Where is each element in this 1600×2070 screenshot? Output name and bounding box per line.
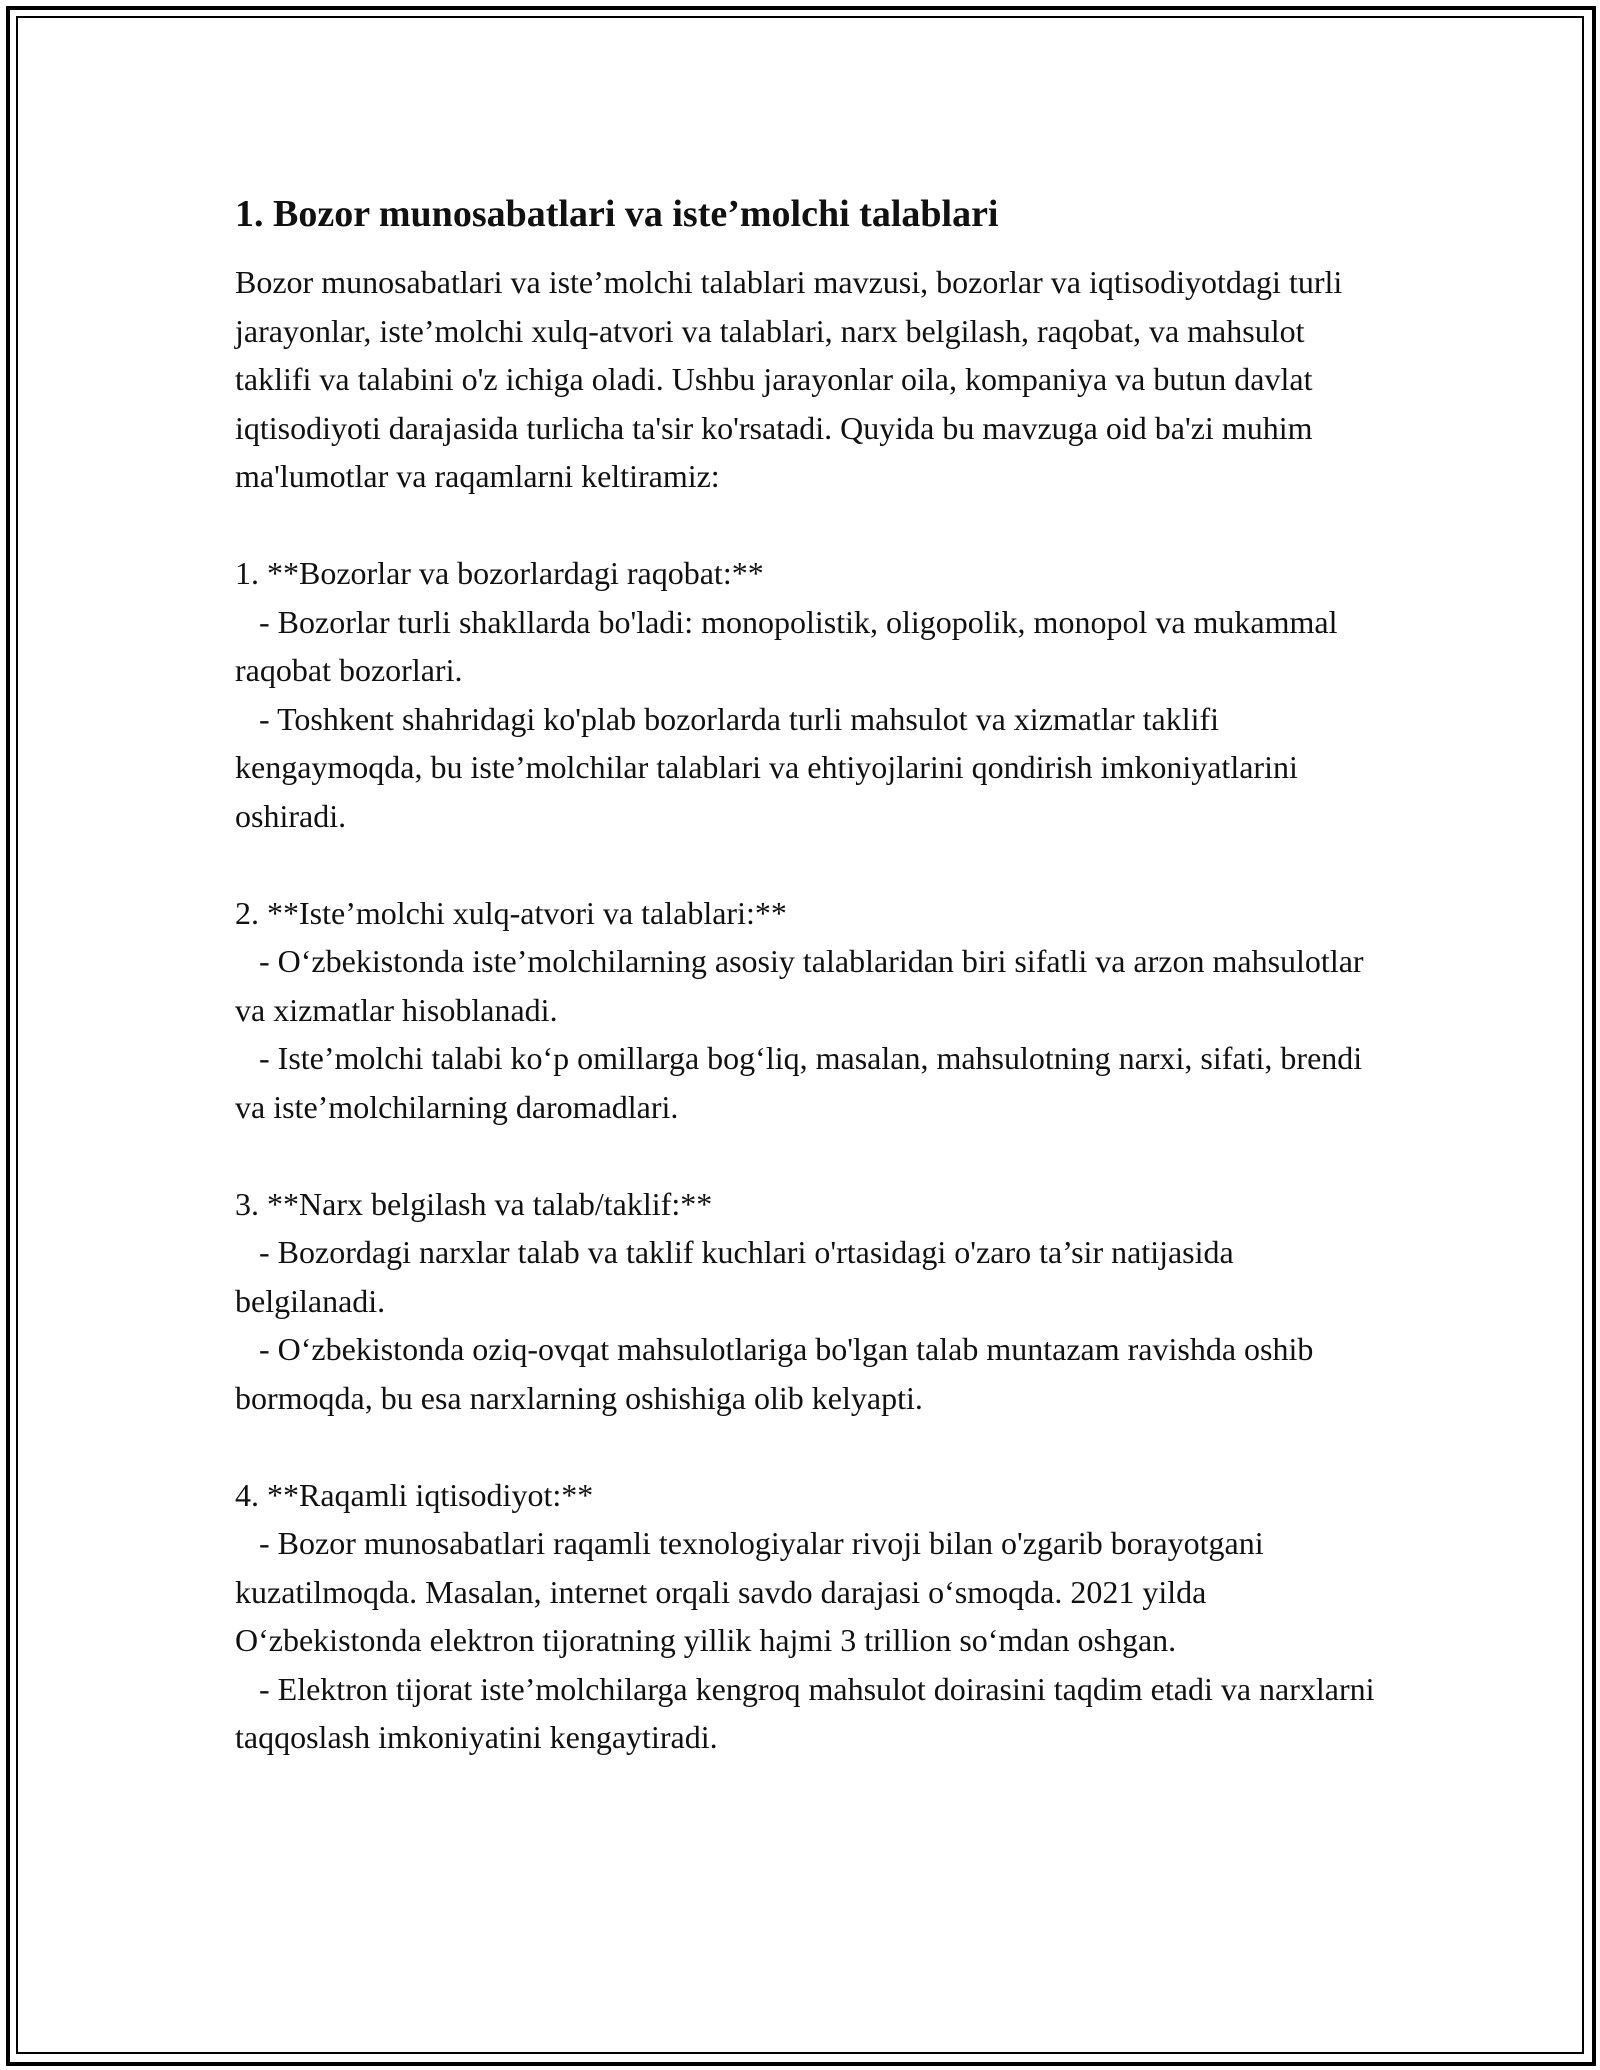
section-bullet: - Elektron tijorat iste’molchilarga kengroq mahsulot doirasini taqdim etadi va narxlarni taqqoslash imkoniyatini kengaytiradi. <box>235 1670 1383 1755</box>
document-body <box>235 190 1385 1762</box>
section-bullet: - Bozordagi narxlar talab va taklif kuchlari o'rtasidagi o'zaro ta’sir natijasida belgilanadi. <box>235 1234 1242 1319</box>
section-markets <box>235 549 1385 840</box>
section-bullet: - Iste’molchi talabi ko‘p omillarga bog‘liq, masalan, mahsulotning narxi, sifati, brendi va iste’molchilarning daromadlari. <box>235 1040 1371 1125</box>
document-heading: 1. Bozor munosabatlari va iste’molchi talablari <box>235 193 999 235</box>
section-bullet: - Bozorlar turli shakllarda bo'ladi: monopolistik, oligopolik, monopol va mukammal raqobat bozorlari. <box>235 603 1346 688</box>
section-bullet: - O‘zbekistonda oziq-ovqat mahsulotlariga bo'lgan talab muntazam ravishda oshib bormoqda, bu esa narxlarning oshishiga olib kelyapti. <box>235 1331 1322 1416</box>
section-bullet: - O‘zbekistonda iste’molchilarning asosiy talablaridan biri sifatli va arzon mahsulotlar va xizmatlar hisoblanadi. <box>235 943 1372 1028</box>
section-title: 4. **Raqamli iqtisodiyot:** <box>235 1476 594 1513</box>
section-pricing <box>235 1180 1385 1423</box>
section-bullet: - Bozor munosabatlari raqamli texnologiyalar rivoji bilan o'zgarib borayotgani kuzatilmoqda. Masalan, internet orqali savdo darajasi o‘smoqda. 2021 yilda O‘zbekistonda elektron tijoratning yillik hajmi 3 trillion so‘mdan oshgan. <box>235 1525 1272 1658</box>
section-title: 1. **Bozorlar va bozorlardagi raqobat:** <box>235 555 764 591</box>
section-bullet: - Toshkent shahridagi ko'plab bozorlarda turli mahsulot va xizmatlar taklifi kengaymoqda, bu iste’molchilar talablari va ehtiyojlarini qondirish imkoniyatlarini oshiradi. <box>235 700 1306 834</box>
intro-paragraph: Bozor munosabatlari va iste’molchi talablari mavzusi, bozorlar va iqtisodiyotdagi turli jarayonlar, iste’molchi xulq-atvori va talablari, narx belgilash, raqobat, va mahsulot taklifi va talabini o'z ichiga oladi. Ushbu jarayonlar oila, kompaniya va butun davlat iqtisodiyoti darajasida turlicha ta'sir ko'rsatadi. Quyida bu mavzuga oid ba'zi muhim ma'lumotlar va raqamlarni keltiramiz: <box>235 264 1343 494</box>
section-title: 3. **Narx belgilash va talab/taklif:** <box>235 1185 713 1222</box>
section-consumer-behavior <box>235 889 1385 1132</box>
section-title: 2. **Iste’molchi xulq-atvori va talablari:** <box>235 894 787 931</box>
section-digital-economy <box>235 1471 1385 1762</box>
